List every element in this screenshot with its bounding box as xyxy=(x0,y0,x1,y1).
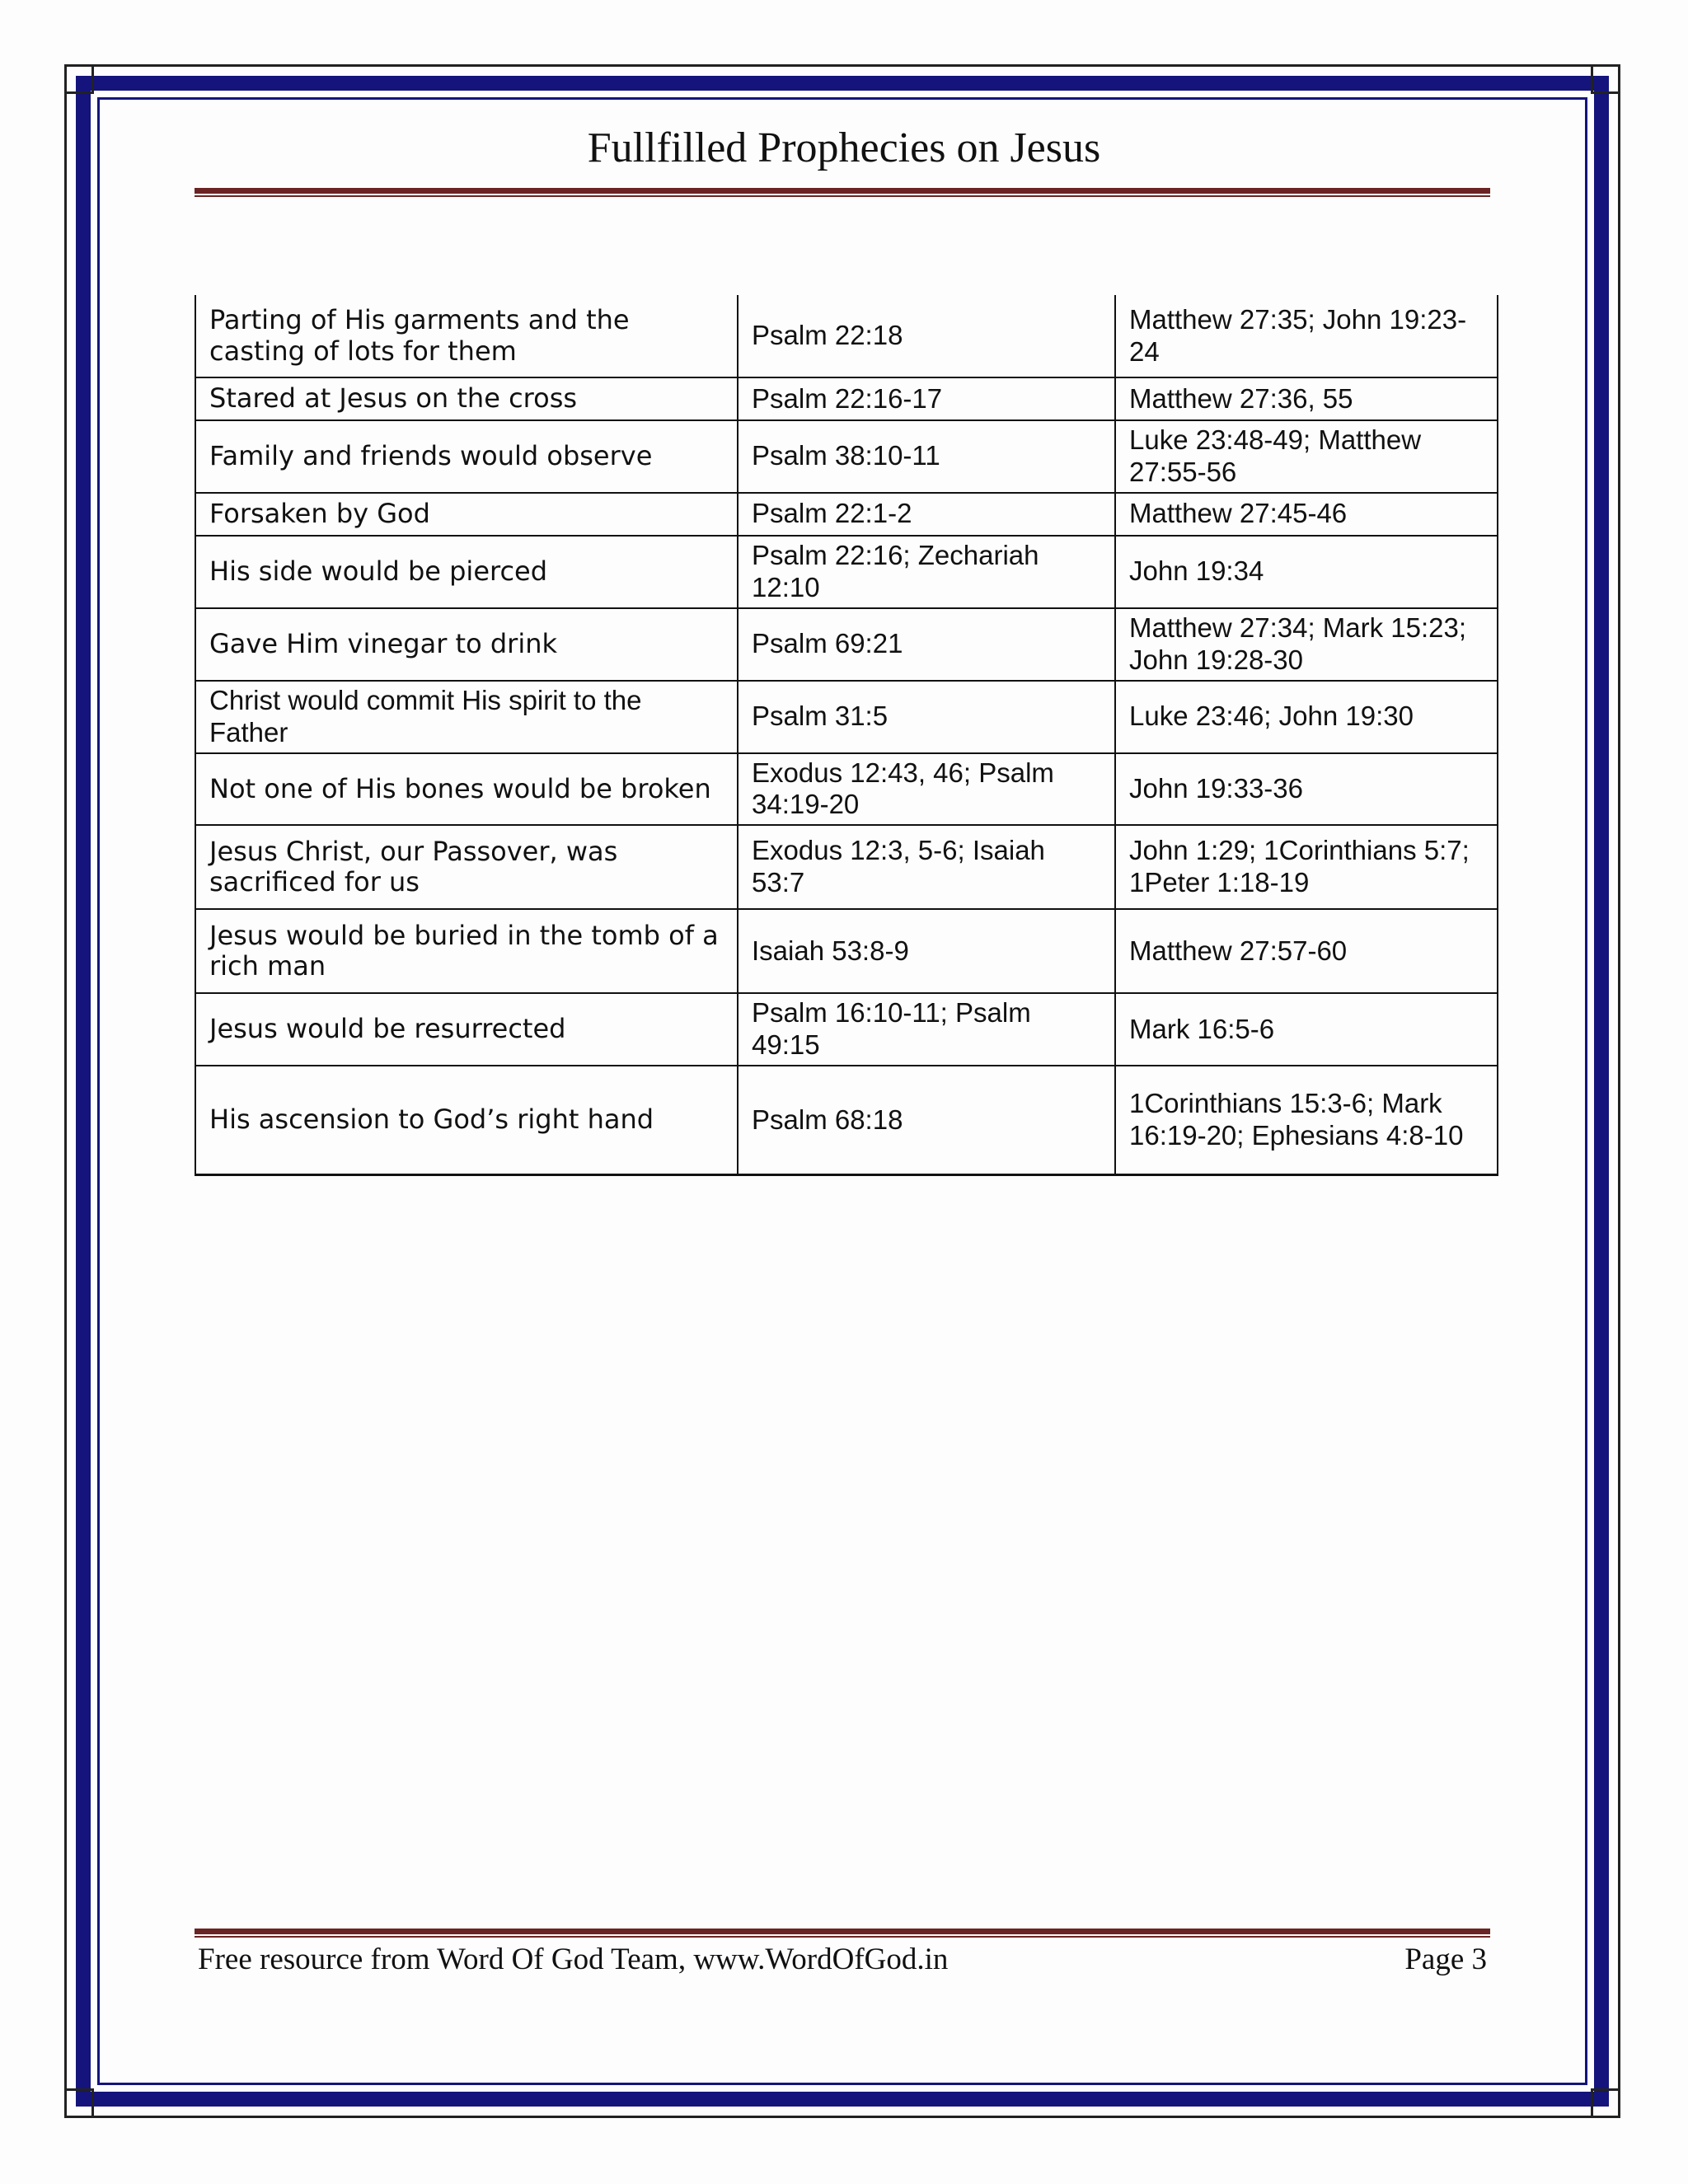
table-row xyxy=(195,825,1498,909)
table-row xyxy=(195,608,1498,681)
fulfillment-cell: Matthew 27:34; Mark 15:23; John 19:28-30 xyxy=(1115,608,1498,681)
prophecy-cell: Exodus 12:43, 46; Psalm 34:19-20 xyxy=(738,753,1115,826)
prophecy-cell: Isaiah 53:8-9 xyxy=(738,909,1115,993)
prophecy-cell: Psalm 69:21 xyxy=(738,608,1115,681)
prophecy-cell: Psalm 22:18 xyxy=(738,295,1115,377)
event-cell: His ascension to God’s right hand xyxy=(195,1066,738,1174)
border-corner xyxy=(1591,64,1620,94)
event-cell: Parting of His garments and the casting of lots for them xyxy=(195,295,738,377)
footer-source: Free resource from Word Of God Team, www.WordOfGod.in xyxy=(198,1943,949,1976)
fulfillment-cell: Matthew 27:36, 55 xyxy=(1115,377,1498,420)
event-cell: Jesus would be buried in the tomb of a rich man xyxy=(195,909,738,993)
event-cell: Not one of His bones would be broken xyxy=(195,753,738,826)
prophecy-cell: Psalm 22:16; Zechariah 12:10 xyxy=(738,536,1115,608)
table-row xyxy=(195,377,1498,420)
border-corner xyxy=(64,2088,94,2118)
fulfillment-cell: John 19:33-36 xyxy=(1115,753,1498,826)
table-row xyxy=(195,536,1498,608)
fulfillment-cell: John 1:29; 1Corinthians 5:7; 1Peter 1:18-19 xyxy=(1115,825,1498,909)
fulfillment-cell: Matthew 27:35; John 19:23-24 xyxy=(1115,295,1498,377)
prophecy-cell: Psalm 22:16-17 xyxy=(738,377,1115,420)
footer-rule xyxy=(195,1929,1490,1938)
prophecy-cell: Psalm 68:18 xyxy=(738,1066,1115,1174)
fulfillment-cell: Mark 16:5-6 xyxy=(1115,993,1498,1066)
fulfillment-cell: 1Corinthians 15:3-6; Mark 16:19-20; Ephesians 4:8-10 xyxy=(1115,1066,1498,1174)
event-cell: Jesus Christ, our Passover, was sacrificed for us xyxy=(195,825,738,909)
fulfillment-cell: Luke 23:48-49; Matthew 27:55-56 xyxy=(1115,420,1498,493)
page-title: Fullfilled Prophecies on Jesus xyxy=(587,124,1101,171)
table-row xyxy=(195,1066,1498,1174)
event-cell: His side would be pierced xyxy=(195,536,738,608)
event-cell: Family and friends would observe xyxy=(195,420,738,493)
event-cell: Stared at Jesus on the cross xyxy=(195,377,738,420)
page-number: Page 3 xyxy=(1404,1943,1487,1976)
table-row xyxy=(195,753,1498,826)
fulfillment-cell: Matthew 27:45-46 xyxy=(1115,493,1498,536)
table-row xyxy=(195,681,1498,753)
event-cell: Christ would commit His spirit to the Father xyxy=(195,681,738,753)
header-rule xyxy=(195,188,1490,198)
fulfillment-cell: John 19:34 xyxy=(1115,536,1498,608)
prophecy-cell: Psalm 22:1-2 xyxy=(738,493,1115,536)
fulfillment-cell: Matthew 27:57-60 xyxy=(1115,909,1498,993)
event-cell: Forsaken by God xyxy=(195,493,738,536)
table-row xyxy=(195,420,1498,493)
prophecy-cell: Exodus 12:3, 5-6; Isaiah 53:7 xyxy=(738,825,1115,909)
prophecy-cell: Psalm 16:10-11; Psalm 49:15 xyxy=(738,993,1115,1066)
prophecy-cell: Psalm 38:10-11 xyxy=(738,420,1115,493)
border-corner xyxy=(64,64,94,94)
event-cell: Jesus would be resurrected xyxy=(195,993,738,1066)
prophecy-cell: Psalm 31:5 xyxy=(738,681,1115,753)
table-row xyxy=(195,909,1498,993)
prophecy-table xyxy=(195,295,1498,1176)
table-row xyxy=(195,993,1498,1066)
border-corner xyxy=(1591,2088,1620,2118)
event-cell: Gave Him vinegar to drink xyxy=(195,608,738,681)
fulfillment-cell: Luke 23:46; John 19:30 xyxy=(1115,681,1498,753)
table-row xyxy=(195,493,1498,536)
table-row xyxy=(195,295,1498,377)
